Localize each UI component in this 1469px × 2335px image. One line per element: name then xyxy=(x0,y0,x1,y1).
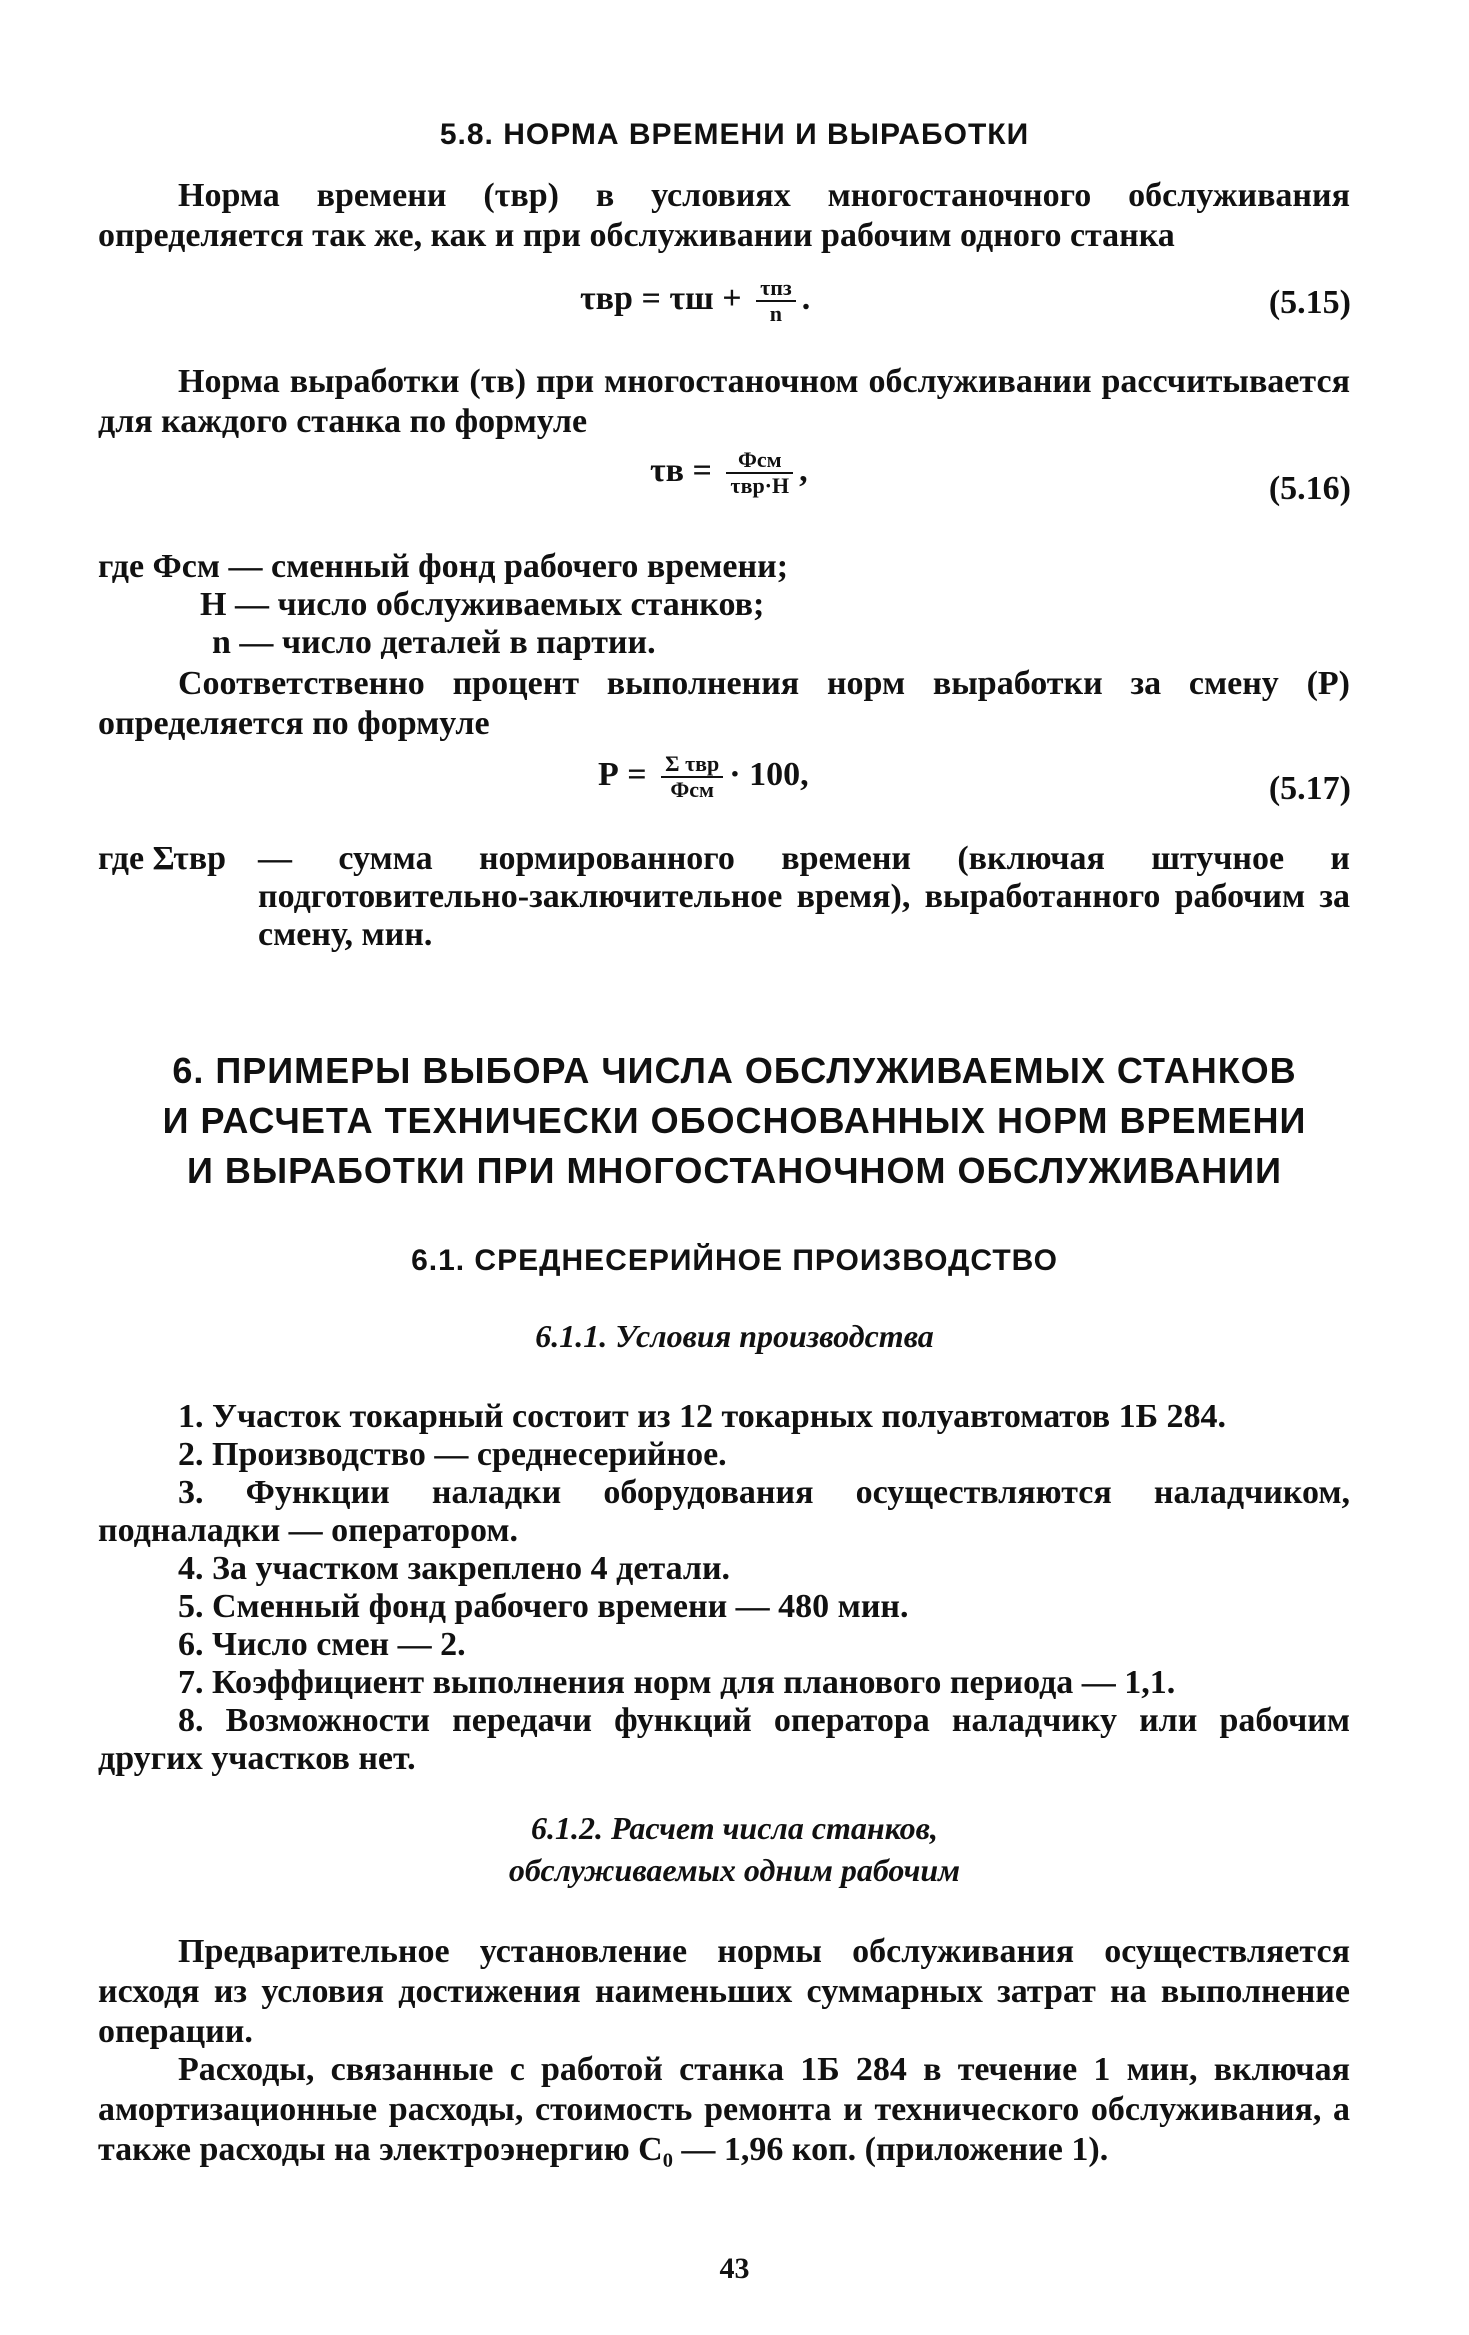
definition-sum-text: — сумма нормированного времени (включая штучное и подготовительно-заключительное время), выработанного рабочим за смену, мин. xyxy=(258,840,1350,953)
list-item xyxy=(98,1702,1350,1778)
definition-n-parts xyxy=(212,624,656,662)
section-heading-5-8: 5.8. НОРМА ВРЕМЕНИ И ВЫРАБОТКИ xyxy=(439,118,1030,151)
definition-text: — число деталей в партии. xyxy=(239,624,656,661)
formula-end: · 100, xyxy=(729,755,809,793)
formula-left: Р = xyxy=(598,755,647,793)
paragraph-text: Расходы, связанные с работой станка 1Б 284 в течение 1 мин, включая амортизационные расходы, стоимость ремонта и технического обслуживания, а также расходы на электроэнергию С₀ — 1,96 коп. (приложение 1). xyxy=(98,2051,1350,2168)
definition-label: n xyxy=(212,624,231,661)
list-item-text: 8. Возможности передачи функций оператора наладчику или рабочим других участков нет. xyxy=(98,1702,1350,1777)
formula-5-17 xyxy=(598,752,809,802)
paragraph-text: Соответственно процент выполнения норм выработки за смену (Р) определяется по формуле xyxy=(98,665,1350,742)
formula-5-15 xyxy=(580,276,810,326)
definition-label: Н xyxy=(200,586,227,623)
list-item xyxy=(98,1398,1350,1436)
fraction-numerator: Σ τвр xyxy=(661,752,723,778)
paragraph-text: Норма выработки (τв) при многостаночном обслуживании рассчитывается для каждого станка по формуле xyxy=(98,363,1350,440)
formula-fraction xyxy=(726,448,793,498)
list-item xyxy=(98,1436,1350,1474)
subsection-heading-6-1-2-line1: 6.1.2. Расчет числа станков, xyxy=(531,1810,938,1846)
definition-label: где Фсм xyxy=(98,548,220,585)
paragraph-text: Предварительное установление нормы обслуживания осуществляется исходя из условия достижения наименьших суммарных затрат на выполнение операции. xyxy=(98,1933,1350,2050)
formula-left: τвр = τш + xyxy=(580,279,742,317)
page-number: 43 xyxy=(719,2252,750,2285)
formula-end: , xyxy=(799,451,808,489)
paragraph-preliminary xyxy=(98,1932,1350,2052)
list-item-text: 5. Сменный фонд рабочего времени — 480 мин. xyxy=(178,1588,909,1625)
fraction-numerator: Фсм xyxy=(726,448,793,474)
list-item xyxy=(98,1588,1350,1626)
definition-sum-label: где Στвр xyxy=(98,840,227,877)
formula-fraction xyxy=(661,752,723,802)
list-item xyxy=(98,1550,1350,1588)
fraction-denominator: Фсм xyxy=(670,777,715,802)
formula-left: τв = xyxy=(650,451,712,489)
list-item-text: 4. За участком закреплено 4 детали. xyxy=(178,1550,731,1587)
formula-fraction xyxy=(756,276,796,326)
paragraph-costs xyxy=(98,2050,1350,2170)
paragraph-percent xyxy=(98,664,1350,744)
list-item-text: 6. Число смен — 2. xyxy=(178,1626,466,1663)
list-item xyxy=(98,1664,1350,1702)
fraction-denominator: τвр·Н xyxy=(730,473,790,498)
list-item-text: 3. Функции наладки оборудования осуществляются наладчиком, подналадки — оператором. xyxy=(98,1474,1350,1549)
equation-number-5-15: (5.15) xyxy=(1268,284,1351,321)
list-item-text: 7. Коэффициент выполнения норм для планового периода — 1,1. xyxy=(178,1664,1176,1701)
subsection-heading-6-1-1: 6.1.1. Условия производства xyxy=(535,1318,934,1354)
paragraph-text: Норма времени (τвр) в условиях многостаночного обслуживания определяется так же, как и при обслуживании рабочим одного станка xyxy=(98,177,1350,254)
definition-text: — сменный фонд рабочего времени; xyxy=(228,548,789,585)
fraction-denominator: n xyxy=(769,301,783,326)
section-heading-6-1: 6.1. СРЕДНЕСЕРИЙНОЕ ПРОИЗВОДСТВО xyxy=(411,1244,1058,1277)
list-item-text: 2. Производство — среднесерийное. xyxy=(178,1436,727,1473)
paragraph-norm-time xyxy=(98,176,1350,256)
definition-fsm xyxy=(98,548,788,586)
definition-text: — число обслуживаемых станков; xyxy=(234,586,765,623)
list-item xyxy=(98,1474,1350,1550)
section-heading-6-line3: И ВЫРАБОТКИ ПРИ МНОГОСТАНОЧНОМ ОБСЛУЖИВАНИИ xyxy=(187,1150,1282,1191)
equation-number-5-16: (5.16) xyxy=(1268,470,1351,507)
section-heading-6-line2: И РАСЧЕТА ТЕХНИЧЕСКИ ОБОСНОВАННЫХ НОРМ ВРЕМЕНИ xyxy=(162,1100,1307,1141)
equation-number-5-17: (5.17) xyxy=(1268,770,1351,807)
definition-n-machines xyxy=(200,586,764,624)
list-item xyxy=(98,1626,1350,1664)
subsection-heading-6-1-2-line2: обслуживаемых одним рабочим xyxy=(508,1852,961,1888)
formula-end: . xyxy=(801,279,811,317)
formula-5-16 xyxy=(650,448,808,498)
list-item-text: 1. Участок токарный состоит из 12 токарных полуавтоматов 1Б 284. xyxy=(178,1398,1227,1435)
section-heading-6-line1: 6. ПРИМЕРЫ ВЫБОРА ЧИСЛА ОБСЛУЖИВАЕМЫХ СТАНКОВ xyxy=(172,1050,1297,1091)
paragraph-norm-output xyxy=(98,362,1350,442)
fraction-numerator: τпз xyxy=(756,276,796,302)
